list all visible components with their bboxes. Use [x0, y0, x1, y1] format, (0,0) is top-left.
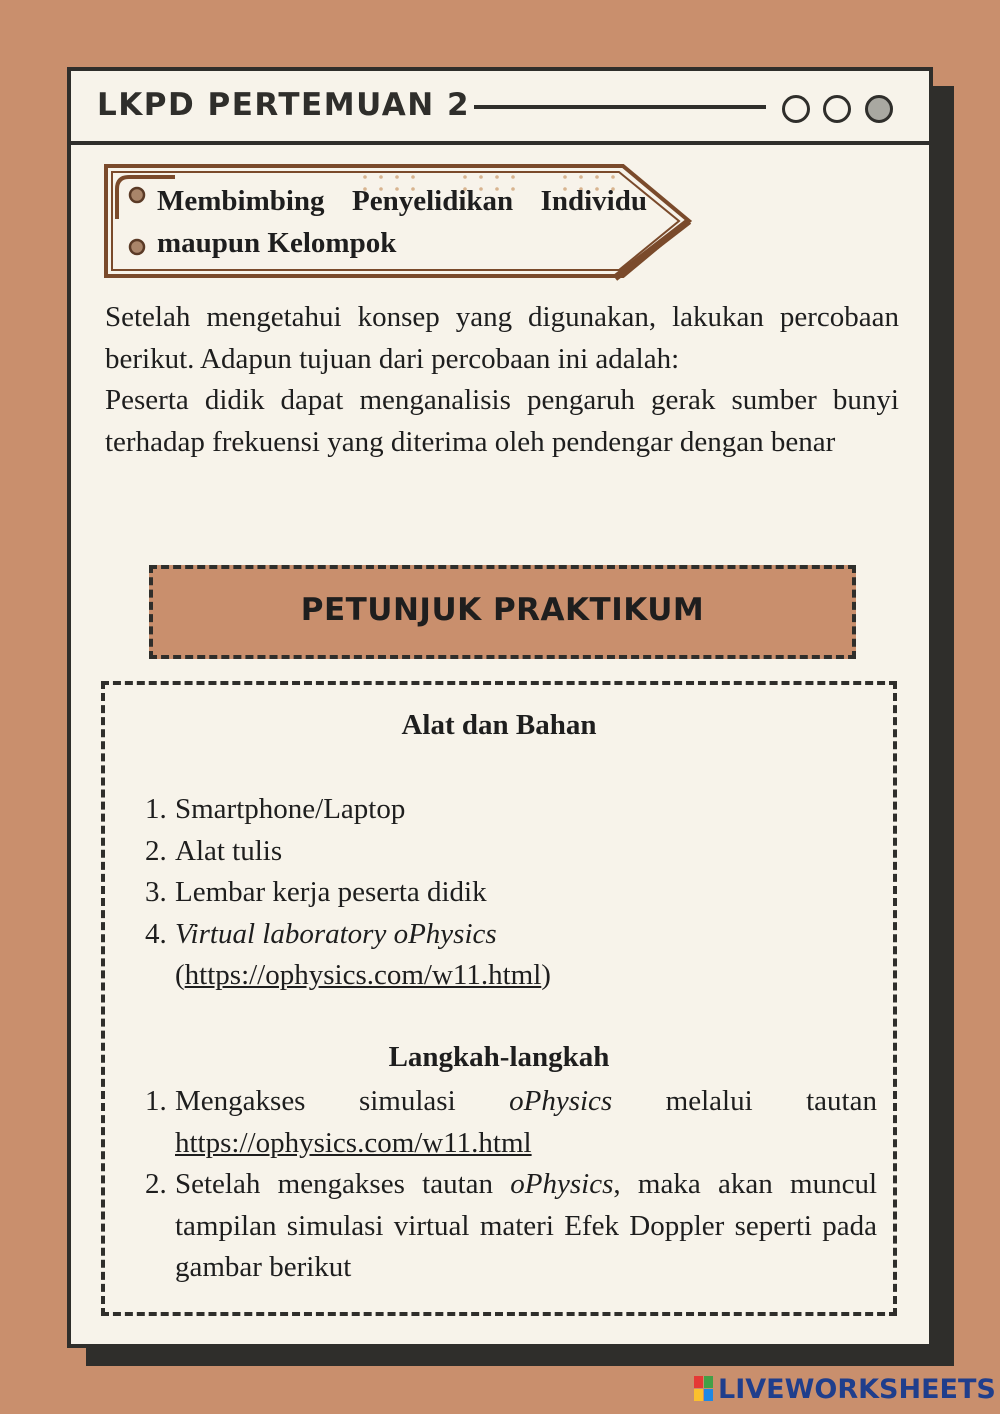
alat-bahan-list — [145, 789, 877, 997]
italic-text: oPhysics — [509, 1085, 613, 1117]
section-banner — [103, 163, 695, 285]
list-text: Alat tulis — [175, 834, 283, 867]
ophysics-link[interactable]: https://ophysics.com/w11.html — [175, 1126, 532, 1159]
intro-paragraph-1: Setelah mengetahui konsep yang digunakan, lakukan percobaan berikut. Adapun tujuan dari percobaan ini adalah: — [105, 301, 899, 375]
petunjuk-heading: PETUNJUK PRAKTIKUM — [300, 592, 705, 628]
open-paren: ( — [175, 959, 185, 991]
instructions-box — [101, 681, 897, 1316]
text-part: , maka akan muncul tampilan simulasi virtual materi Efek Doppler seperti pada gambar berikut — [175, 1168, 877, 1283]
text-part: Mengakses simulasi — [175, 1085, 510, 1117]
petunjuk-heading-box — [149, 565, 856, 659]
worksheet-card — [67, 67, 933, 1348]
list-number: 4. — [145, 917, 167, 950]
close-paren: ) — [541, 959, 551, 991]
list-link-line — [175, 955, 877, 997]
liveworksheets-logo-icon — [694, 1376, 714, 1402]
banner-shape — [103, 163, 695, 285]
title-rule — [474, 105, 766, 109]
list-text: Smartphone/Laptop — [175, 793, 406, 825]
list-item — [145, 789, 877, 831]
list-number: 3. — [145, 876, 167, 908]
italic-text: Virtual laboratory oPhysics — [175, 917, 497, 950]
text-part: Setelah mengakses tautan — [175, 1168, 511, 1200]
list-number: 1. — [145, 1085, 167, 1117]
window-circle-icon-1 — [782, 95, 810, 123]
list-text: Lembar kerja peserta didik — [175, 876, 487, 908]
text-part: melalui tautan — [612, 1085, 877, 1117]
list-text-italic — [175, 914, 877, 956]
window-circle-icon-3 — [865, 95, 893, 123]
intro-text — [105, 297, 899, 463]
list-item — [145, 831, 877, 873]
banner-title-line-2: maupun Kelompok — [157, 227, 397, 259]
list-item — [145, 914, 877, 997]
banner-title-line-1: Membimbing Penyelidikan Individu — [157, 185, 647, 217]
langkah-title: Langkah-langkah — [388, 1041, 610, 1073]
list-item — [145, 1081, 877, 1164]
intro-paragraph-2: Peserta didik dapat menganalisis pengaruh gerak sumber bunyi terhadap frekuensi yang diterima oleh pendengar dengan benar — [105, 384, 899, 458]
list-text — [175, 1164, 877, 1289]
list-number: 2. — [145, 834, 167, 867]
list-number: 2. — [145, 1168, 167, 1200]
list-number: 1. — [145, 793, 167, 825]
page-title: LKPD PERTEMUAN 2 — [97, 87, 471, 123]
window-circle-icon-2 — [823, 95, 851, 123]
ophysics-link[interactable]: https://ophysics.com/w11.html — [184, 959, 542, 991]
watermark-text: LIVEWORKSHEETS — [718, 1374, 996, 1405]
italic-text: oPhysics — [510, 1168, 614, 1200]
langkah-list — [145, 1081, 877, 1289]
alat-bahan-title: Alat dan Bahan — [401, 709, 597, 741]
list-text — [175, 1081, 877, 1164]
title-bar — [71, 71, 929, 145]
list-item — [145, 1164, 877, 1289]
list-item — [145, 872, 877, 914]
